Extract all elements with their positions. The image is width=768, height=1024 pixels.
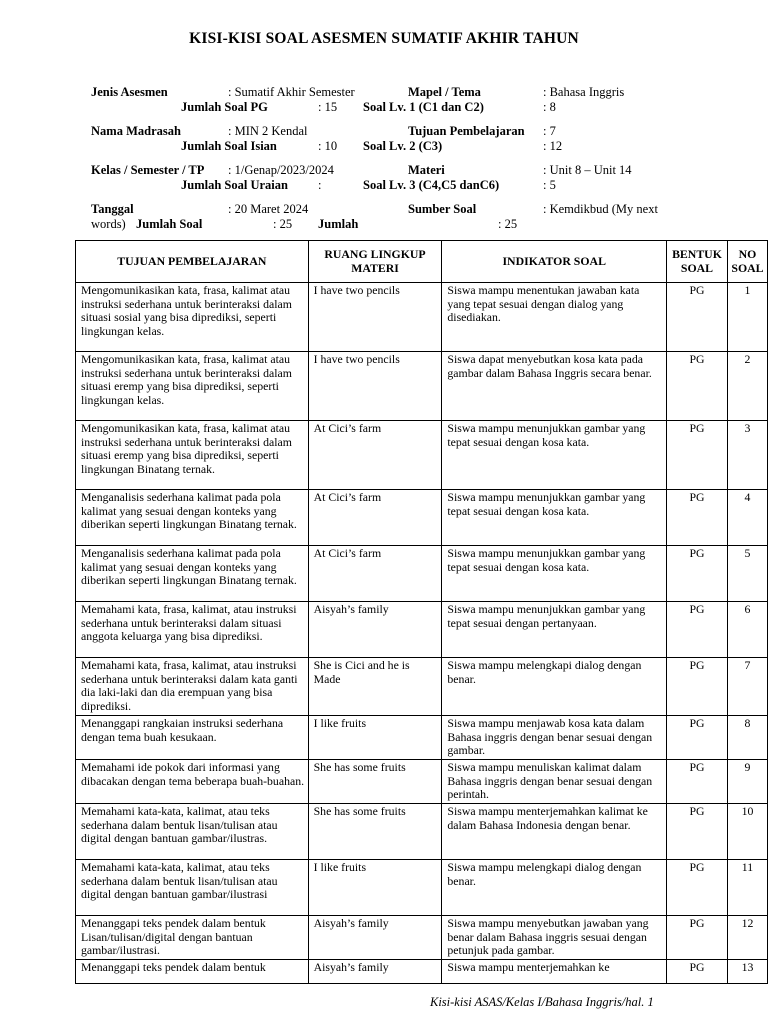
cell-no: 8: [727, 715, 767, 759]
table-row: [76, 960, 768, 984]
header-indikator: INDIKATOR SOAL: [442, 241, 667, 283]
cell-bentuk: PG: [667, 916, 728, 960]
cell-no: 9: [727, 759, 767, 803]
cell-materi: She has some fruits: [308, 759, 442, 803]
cell-materi: She has some fruits: [308, 804, 442, 860]
table-row: [76, 546, 768, 602]
mapel-label: Mapel / Tema: [408, 85, 481, 99]
cell-bentuk: PG: [667, 960, 728, 984]
madrasah-value: : MIN 2 Kendal: [228, 124, 308, 138]
cell-indikator: Siswa mampu melengkapi dialog dengan benar.: [442, 658, 667, 716]
cell-tujuan: Memahami kata-kata, kalimat, atau teks sederhana dalam bentuk lisan/tulisan atau digital dengan bantuan gambar/ilustras.: [76, 804, 309, 860]
jumlah-uraian-label: Jumlah Soal Uraian: [181, 178, 288, 192]
cell-indikator: Siswa mampu menunjukkan gambar yang tepat sesuai dengan kosa kata.: [442, 490, 667, 546]
cell-bentuk: PG: [667, 421, 728, 490]
cell-materi: Aisyah’s family: [308, 602, 442, 658]
cell-indikator: Siswa mampu menunjukkan gambar yang tepat sesuai dengan kosa kata.: [442, 421, 667, 490]
madrasah-label: Nama Madrasah: [91, 124, 181, 138]
cell-no: 1: [727, 283, 767, 352]
cell-materi: Aisyah’s family: [308, 916, 442, 960]
cell-materi: At Cici’s farm: [308, 490, 442, 546]
cell-materi: She is Cici and he is Made: [308, 658, 442, 716]
cell-tujuan: Memahami ide pokok dari informasi yang dibacakan dengan tema beberapa buah-buahan.: [76, 759, 309, 803]
cell-no: 10: [727, 804, 767, 860]
cell-materi: Aisyah’s family: [308, 960, 442, 984]
jumlah-soal-label: Jumlah Soal: [136, 217, 203, 231]
cell-bentuk: PG: [667, 352, 728, 421]
header-materi: RUANG LINGKUP MATERI: [308, 241, 442, 283]
cell-bentuk: PG: [667, 283, 728, 352]
jumlah-pg-label: Jumlah Soal PG: [181, 100, 268, 114]
tanggal-label: Tanggal: [91, 202, 134, 216]
cell-tujuan: Memahami kata-kata, kalimat, atau teks sederhana dalam bentuk lisan/tulisan atau digital dengan bantuan gambar/ilustrasi: [76, 860, 309, 916]
cell-materi: At Cici’s farm: [308, 546, 442, 602]
cell-materi: At Cici’s farm: [308, 421, 442, 490]
cell-no: 4: [727, 490, 767, 546]
kelas-value: : 1/Genap/2023/2024: [228, 163, 334, 177]
cell-indikator: Siswa mampu menunjukkan gambar yang tepat sesuai dengan pertanyaan.: [442, 602, 667, 658]
cell-tujuan: Mengomunikasikan kata, frasa, kalimat atau instruksi sederhana untuk berinteraksi dalam situasi eremp yang bisa diprediksi, seperti lingkungan kelas.: [76, 352, 309, 421]
jenis-asesmen-value: : Sumatif Akhir Semester: [228, 85, 355, 99]
header-no: NO SOAL: [727, 241, 767, 283]
cell-indikator: Siswa mampu menuliskan kalimat dalam Bahasa inggris dengan benar sesuai dengan perintah.: [442, 759, 667, 803]
header-tujuan: TUJUAN PEMBELAJARAN: [76, 241, 309, 283]
lv3-value: : 5: [543, 178, 556, 192]
cell-indikator: Siswa dapat menyebutkan kosa kata pada gambar dalam Bahasa Inggris secara benar.: [442, 352, 667, 421]
jumlah-pg-value: : 15: [318, 100, 338, 114]
cell-bentuk: PG: [667, 602, 728, 658]
table-row: [76, 804, 768, 860]
table-row: [76, 352, 768, 421]
cell-no: 2: [727, 352, 767, 421]
sumber-continuation: words): [91, 217, 126, 231]
jumlah-value: : 25: [498, 217, 518, 231]
sumber-label: Sumber Soal: [408, 202, 477, 216]
cell-tujuan: Menanggapi rangkaian instruksi sederhana dengan tema buah kesukaan.: [76, 715, 309, 759]
cell-tujuan: Mengomunikasikan kata, frasa, kalimat atau instruksi sederhana untuk berinteraksi dalam situasi eremp yang bisa diprediksi, seperti lingkungan Binatang ternak.: [76, 421, 309, 490]
cell-tujuan: Menganalisis sederhana kalimat pada pola kalimat yang sesuai dengan konteks yang diberikan seperti lingkungan Binatang ternak.: [76, 490, 309, 546]
cell-tujuan: Memahami kata, frasa, kalimat, atau instruksi sederhana untuk berinteraksi dalam kata ganti dia laki-laki dan dia erempuan yang bisa diprediksi.: [76, 658, 309, 716]
cell-tujuan: Menganalisis sederhana kalimat pada pola kalimat yang sesuai dengan konteks yang diberikan seperti lingkungan Binatang ternak.: [76, 546, 309, 602]
cell-no: 7: [727, 658, 767, 716]
cell-bentuk: PG: [667, 759, 728, 803]
cell-no: 11: [727, 860, 767, 916]
table-row: [76, 860, 768, 916]
jumlah-soal-value: : 25: [273, 217, 293, 231]
kelas-label: Kelas / Semester / TP: [91, 163, 205, 177]
cell-tujuan: Menanggapi teks pendek dalam bentuk Lisan/tulisan/digital dengan bantuan gambar/ilustrasi.: [76, 916, 309, 960]
cell-indikator: Siswa mampu menjawab kosa kata dalam Bahasa inggris dengan benar sesuai dengan gambar.: [442, 715, 667, 759]
table-row: [76, 658, 768, 716]
sumber-value: : Kemdikbud (My next: [543, 202, 658, 216]
page-footer: Kisi-kisi ASAS/Kelas I/Bahasa Inggris/hal. 1: [430, 995, 654, 1009]
lv1-label: Soal Lv. 1 (C1 dan C2): [363, 100, 484, 114]
materi-label: Materi: [408, 163, 445, 177]
lv1-value: : 8: [543, 100, 556, 114]
cell-no: 5: [727, 546, 767, 602]
cell-tujuan: Mengomunikasikan kata, frasa, kalimat atau instruksi sederhana untuk berinteraksi dalam situasi sosial yang bisa diprediksi, seperti lingkungan kelas.: [76, 283, 309, 352]
cell-no: 6: [727, 602, 767, 658]
cell-indikator: Siswa mampu menterjemahkan ke: [442, 960, 667, 984]
header-bentuk: BENTUK SOAL: [667, 241, 728, 283]
cell-tujuan: Memahami kata, frasa, kalimat, atau instruksi sederhana untuk berinteraksi dalam situasi anggota keluarga yang bisa diprediksi.: [76, 602, 309, 658]
table-row: [76, 490, 768, 546]
tujuan-label: Tujuan Pembelajaran: [408, 124, 525, 138]
cell-indikator: Siswa mampu menterjemahkan kalimat ke dalam Bahasa Indonesia dengan benar.: [442, 804, 667, 860]
table-row: [76, 916, 768, 960]
jumlah-uraian-value: :: [318, 178, 322, 192]
table-row: [76, 759, 768, 803]
jumlah-label: Jumlah: [318, 217, 359, 231]
cell-bentuk: PG: [667, 804, 728, 860]
tanggal-value: : 20 Maret 2024: [228, 202, 309, 216]
cell-bentuk: PG: [667, 658, 728, 716]
jumlah-isian-value: : 10: [318, 139, 338, 153]
mapel-value: : Bahasa Inggris: [543, 85, 625, 99]
cell-indikator: Siswa mampu menyebutkan jawaban yang benar dalam Bahasa inggris sesuai dengan petunjuk pada gambar.: [442, 916, 667, 960]
jumlah-isian-label: Jumlah Soal Isian: [181, 139, 277, 153]
cell-bentuk: PG: [667, 715, 728, 759]
lv2-label: Soal Lv. 2 (C3): [363, 139, 443, 153]
cell-tujuan: Menanggapi teks pendek dalam bentuk: [76, 960, 309, 984]
lv2-value: : 12: [543, 139, 563, 153]
cell-no: 13: [727, 960, 767, 984]
materi-value: : Unit 8 – Unit 14: [543, 163, 632, 177]
table-row: [76, 715, 768, 759]
cell-indikator: Siswa mampu menentukan jawaban kata yang tepat sesuai dengan dialog yang disediakan.: [442, 283, 667, 352]
cell-indikator: Siswa mampu melengkapi dialog dengan benar.: [442, 860, 667, 916]
table-header-row: [76, 241, 768, 283]
cell-bentuk: PG: [667, 860, 728, 916]
cell-no: 12: [727, 916, 767, 960]
kisi-kisi-table: [75, 240, 768, 984]
cell-no: 3: [727, 421, 767, 490]
table-row: [76, 602, 768, 658]
table-row: [76, 421, 768, 490]
cell-materi: I like fruits: [308, 715, 442, 759]
tujuan-value: : 7: [543, 124, 556, 138]
lv3-label: Soal Lv. 3 (C4,C5 danC6): [363, 178, 500, 192]
cell-materi: I like fruits: [308, 860, 442, 916]
document-title: KISI-KISI SOAL ASESMEN SUMATIF AKHIR TAHUN: [189, 30, 579, 47]
jenis-asesmen-label: Jenis Asesmen: [91, 85, 168, 99]
table-row: [76, 283, 768, 352]
cell-materi: I have two pencils: [308, 283, 442, 352]
cell-materi: I have two pencils: [308, 352, 442, 421]
cell-bentuk: PG: [667, 546, 728, 602]
cell-bentuk: PG: [667, 490, 728, 546]
cell-indikator: Siswa mampu menunjukkan gambar yang tepat sesuai dengan kosa kata.: [442, 546, 667, 602]
